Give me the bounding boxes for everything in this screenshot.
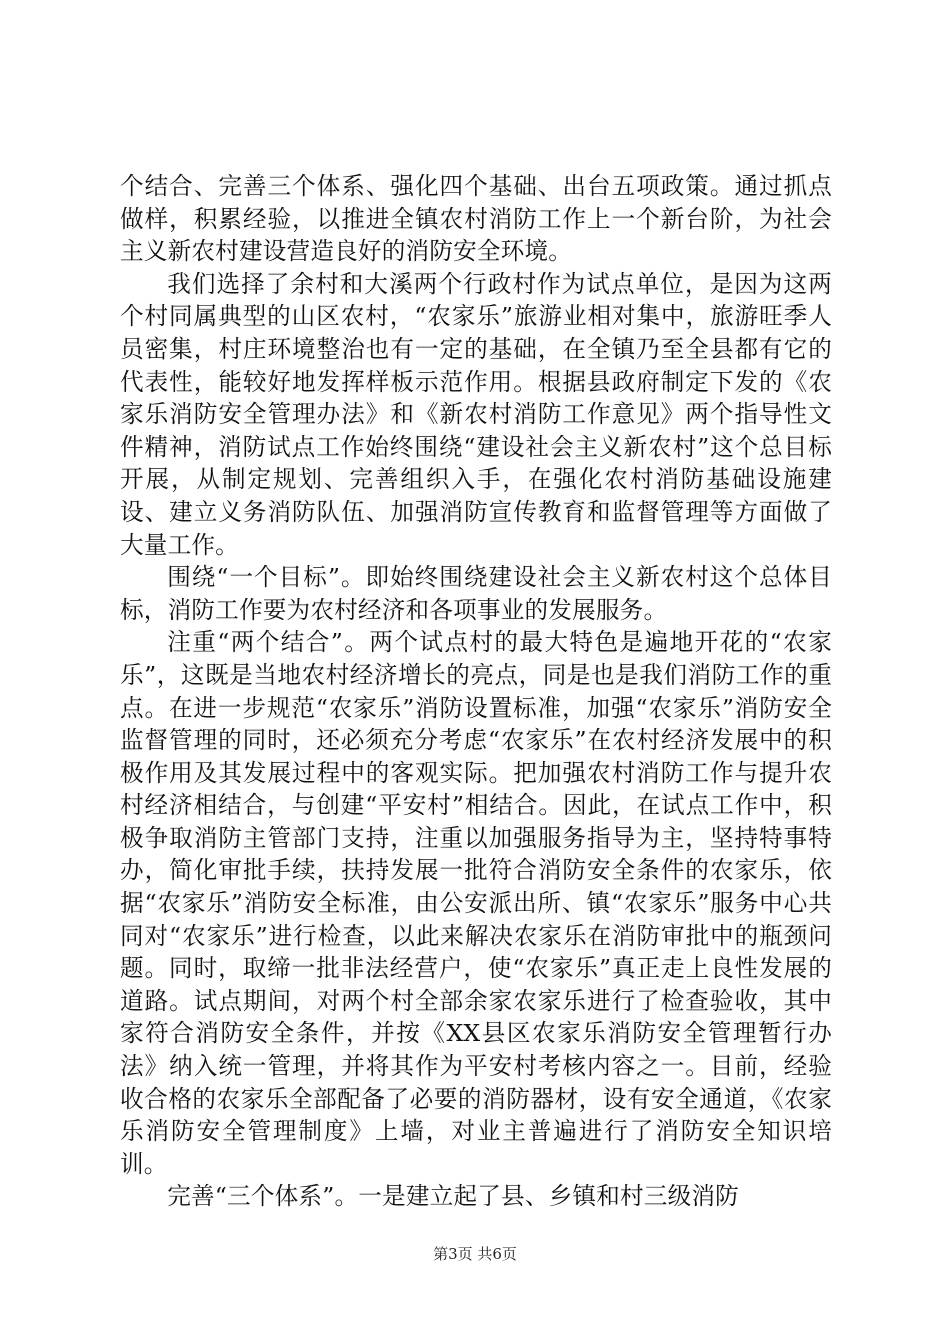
page-number-label: 第3页 共6页 (433, 1245, 517, 1263)
document-body (120, 170, 832, 1213)
paragraph-two-combinations: 注重“两个结合”。两个试点村的最大特色是遍地开花的“农家乐”，这既是当地农村经济增长的亮点，同是也是我们消防工作的重点。在进一步规范“农家乐”消防设置标准，加强“农家乐”消防安全监督管理的同时，还必须充分考虑“农家乐”在农村经济发展中的积极作用及其发展过程中的客观实际。把加强农村消防工作与提升农村经济相结合，与创建“平安村”相结合。因此，在试点工作中，积极争取消防主管部门支持，注重以加强服务指导为主，坚持特事特办，简化审批手续，扶持发展一批符合消防安全条件的农家乐，依据“农家乐”消防安全标准，由公安派出所、镇“农家乐”服务中心共同对“农家乐”进行检查，以此来解决农家乐在消防审批中的瓶颈问题。同时，取缔一批非法经营户，使“农家乐”真正走上良性发展的道路。试点期间，对两个村全部余家农家乐进行了检查验收，其中家符合消防安全条件，并按《XX县区农家乐消防安全管理暂行办法》纳入统一管理，并将其作为平安村考核内容之一。目前，经验收合格的农家乐全部配备了必要的消防器材，设有安全通道，《农家乐消防安全管理制度》上墙，对业主普遍进行了消防安全知识培训。 (120, 628, 832, 1178)
paragraph-continuation: 个结合、完善三个体系、强化四个基础、出台五项政策。通过抓点做样，积累经验，以推进全镇农村消防工作上一个新台阶，为社会主义新农村建设营造良好的消防安全环境。 (120, 172, 832, 266)
paragraph-pilot-villages: 我们选择了余村和大溪两个行政村作为试点单位，是因为这两个村同属典型的山区农村，“农家乐”旅游业相对集中，旅游旺季人员密集，村庄环境整治也有一定的基础，在全镇乃至全县都有它的代表性，能较好地发挥样板示范作用。根据县政府制定下发的《农家乐消防安全管理办法》和《新农村消防工作意见》两个指导性文件精神，消防试点工作始终围绕“建设社会主义新农村”这个总目标开展，从制定规划、完善组织入手，在强化农村消防基础设施建设、建立义务消防队伍、加强消防宣传教育和监督管理等方面做了大量工作。 (120, 269, 832, 559)
paragraph-one-goal: 围绕“一个目标”。即始终围绕建设社会主义新农村这个总体目标，消防工作要为农村经济和各项事业的发展服务。 (120, 563, 832, 624)
paragraph-three-systems: 完善“三个体系”。一是建立起了县、乡镇和村三级消防 (167, 1182, 739, 1211)
page-footer (0, 1244, 950, 1264)
